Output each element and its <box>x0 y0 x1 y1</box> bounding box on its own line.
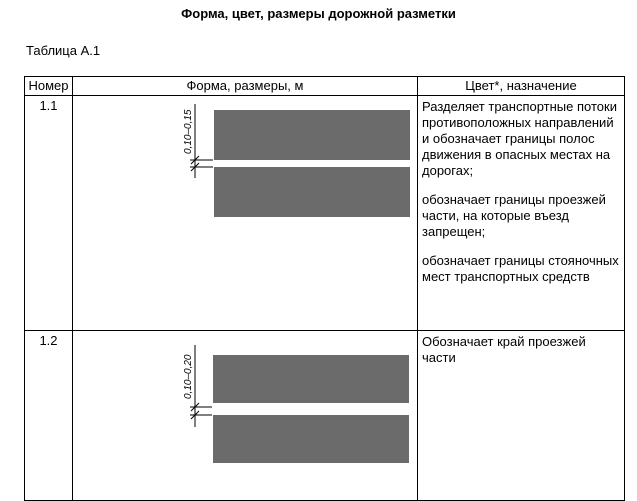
description-paragraph: Обозначает край проезжей части <box>422 334 586 365</box>
dimension-label: 0,10–0,15 <box>183 109 194 154</box>
row-number: 1.1 <box>25 96 73 331</box>
description-paragraph: обозначает границы стояночных мест транспортных средств <box>422 253 619 284</box>
header-number: Номер <box>25 77 73 96</box>
marking-1-1-drawing <box>73 96 418 331</box>
row-description <box>418 96 625 331</box>
table-header-row <box>25 77 625 96</box>
description-paragraph: Разделяет транспортные потоки противоположных направлений и обозначает границы полос движения в опасных местах на дорогах; <box>422 99 617 178</box>
table-row <box>25 96 625 331</box>
table-row <box>25 331 625 501</box>
markings-table <box>24 76 625 501</box>
marking-stripe-top <box>214 110 410 160</box>
marking-stripe-bottom <box>214 167 410 217</box>
marking-figure-1-1 <box>73 96 418 331</box>
marking-stripe-top <box>213 355 409 403</box>
header-color-purpose: Цвет*, назначение <box>418 77 625 96</box>
row-number: 1.2 <box>25 331 73 501</box>
description-paragraph: обозначает границы проезжей части, на которые въезд запрещен; <box>422 192 606 239</box>
header-shape: Форма, размеры, м <box>73 77 418 96</box>
table-caption: Таблица А.1 <box>26 43 101 58</box>
page-title: Форма, цвет, размеры дорожной разметки <box>181 6 456 21</box>
dimension-label: 0,10–0,20 <box>183 354 194 399</box>
row-description <box>418 331 625 501</box>
marking-figure-1-2 <box>73 331 418 501</box>
marking-stripe-bottom <box>213 415 409 463</box>
marking-1-2-drawing <box>73 331 418 501</box>
